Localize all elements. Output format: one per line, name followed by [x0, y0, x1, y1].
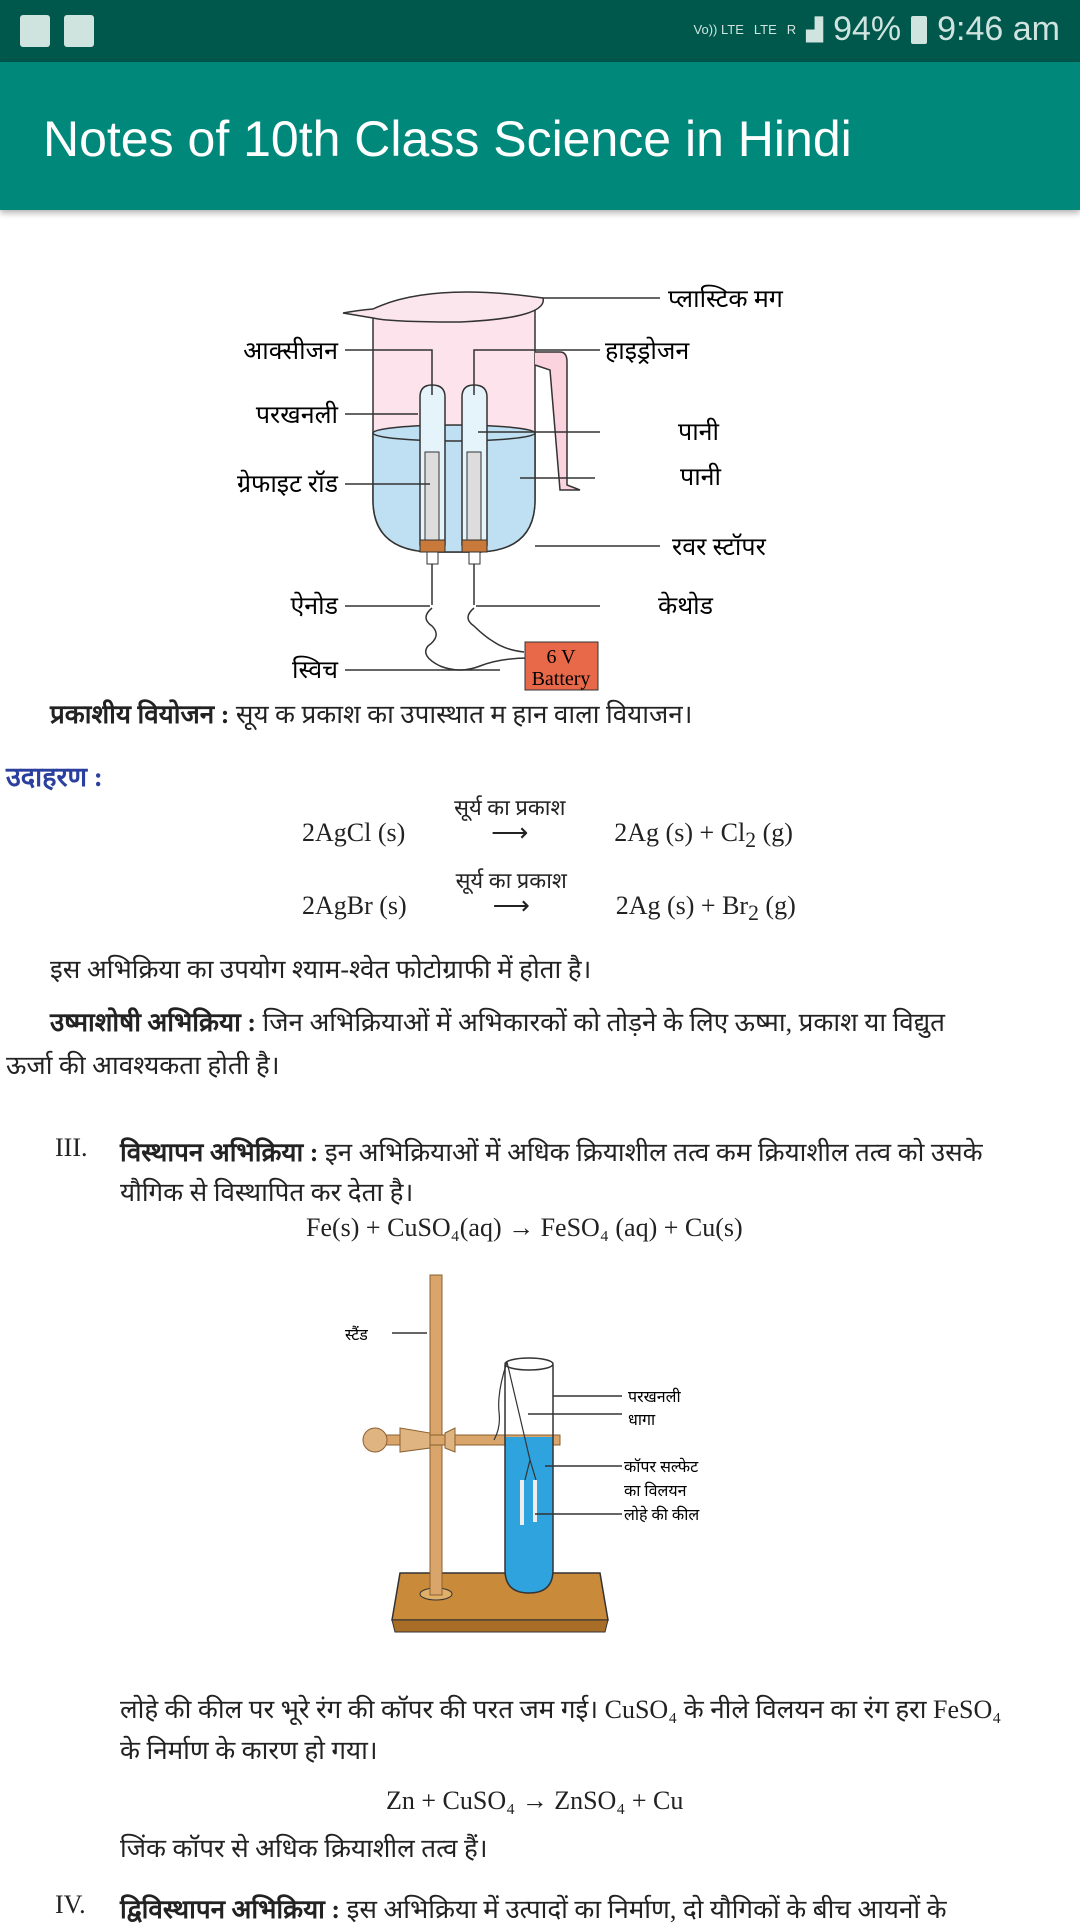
label-rubber-stopper: रवर स्टॉपर: [672, 534, 766, 561]
signal-icon: ▟: [806, 16, 824, 42]
network-type: LTE: [753, 22, 777, 37]
label-switch: स्विच: [292, 657, 338, 684]
product: 2Ag (s) + Cl: [614, 818, 746, 847]
term: उष्माशोषी अभिक्रिया :: [50, 1008, 256, 1037]
state: (g): [756, 818, 793, 847]
definition: इस अभिक्रिया में उत्पादों का निर्माण, दो यौगिकों के बीच आयनों के: [340, 1895, 947, 1924]
example-heading: उदाहरण :: [6, 762, 103, 792]
definition: इन अभिक्रियाओं में अधिक क्रियाशील तत्व कम क्रियाशील तत्व को उसके: [318, 1138, 983, 1167]
roman-iv: IV.: [55, 1890, 86, 1919]
displacement-line-2: यौगिक से विस्थापित कर देता है।: [120, 1178, 414, 1207]
battery-voltage: 6 V: [546, 646, 576, 668]
label-water-2: पानी: [680, 464, 722, 491]
reactant: 2AgCl (s): [302, 818, 406, 847]
clock: 9:46 am: [937, 10, 1060, 48]
battery-label: Battery: [531, 668, 591, 690]
product: 2Ag (s) + Br: [615, 891, 749, 920]
roman-iii: III.: [55, 1133, 88, 1162]
term: प्रकाशीय वियोजन :: [50, 700, 230, 729]
label-test-tube: परखनली: [628, 1389, 681, 1406]
reactant: 2AgBr (s): [302, 891, 407, 920]
label-solution: का विलयन: [624, 1483, 687, 1500]
arrow: सूर्य का प्रकाश ⟶: [420, 818, 600, 848]
state: (g): [758, 891, 796, 920]
label-cathode: केथोड: [658, 593, 714, 620]
label-water-1: पानी: [678, 419, 720, 446]
subscript: 2: [745, 828, 757, 853]
label-test-tube: परखनली: [255, 402, 338, 429]
label-thread: धागा: [628, 1412, 656, 1429]
label-plastic-mug: प्लास्टिक मग: [668, 286, 783, 313]
label-oxygen: आक्सीजन: [243, 338, 338, 365]
label-iron-nail: लोहे की कील: [624, 1507, 700, 1524]
condition: सूर्य का प्रकाश: [455, 868, 567, 893]
page-title: Notes of 10th Class Science in Hindi: [43, 111, 852, 167]
label-graphite-rod: ग्रेफाइट रॉड: [236, 471, 338, 498]
double-displacement-line: [120, 1890, 947, 1926]
subscript: 2: [748, 901, 759, 926]
zinc-line: जिंक कॉपर से अधिक क्रियाशील तत्व हैं।: [120, 1834, 488, 1863]
definition: सूय क प्रकाश का उपास्थात म हान वाला वियाजन।: [229, 700, 693, 729]
label-copper-sulphate: कॉपर सल्फेट: [624, 1459, 699, 1476]
observation-line-2: के निर्माण के कारण हो गया।: [120, 1736, 378, 1765]
condition: सूर्य का प्रकाश: [454, 795, 566, 820]
equation-fe-cuso4: Fe(s) + CuSO₄(aq) → FeSO₄ (aq) + Cu(s): [306, 1213, 743, 1242]
endothermic-line-2: ऊर्जा की आवश्यकता होती है।: [6, 1051, 280, 1080]
arrow: सूर्य का प्रकाश ⟶: [421, 891, 601, 921]
equation-zn-cuso4: Zn + CuSO₄ → ZnSO₄ + Cu: [386, 1786, 684, 1815]
roaming-indicator: R: [786, 22, 797, 37]
term: द्विविस्थापन अभिक्रिया :: [120, 1895, 341, 1924]
label-anode: ऐनोड: [290, 593, 338, 620]
term: विस्थापन अभिक्रिया :: [120, 1138, 319, 1167]
observation-line: लोहे की कील पर भूरे रंग की कॉपर की परत जम गई। CuSO₄ के नीले विलयन का रंग हरा FeSO₄: [120, 1695, 1002, 1724]
label-hydrogen: हाइड्रोजन: [605, 338, 690, 365]
label-stand: स्टैंड: [345, 1327, 368, 1344]
volte-indicator: Vo)) LTE: [693, 22, 744, 37]
definition: जिन अभिक्रियाओं में अभिकारकों को तोड़ने के लिए ऊष्मा, प्रकाश या विद्युत: [255, 1008, 945, 1037]
battery-percent: 94%: [833, 10, 902, 48]
use-line: इस अभिक्रिया का उपयोग श्याम-श्वेत फोटोग्राफी में होता है।: [50, 955, 592, 984]
